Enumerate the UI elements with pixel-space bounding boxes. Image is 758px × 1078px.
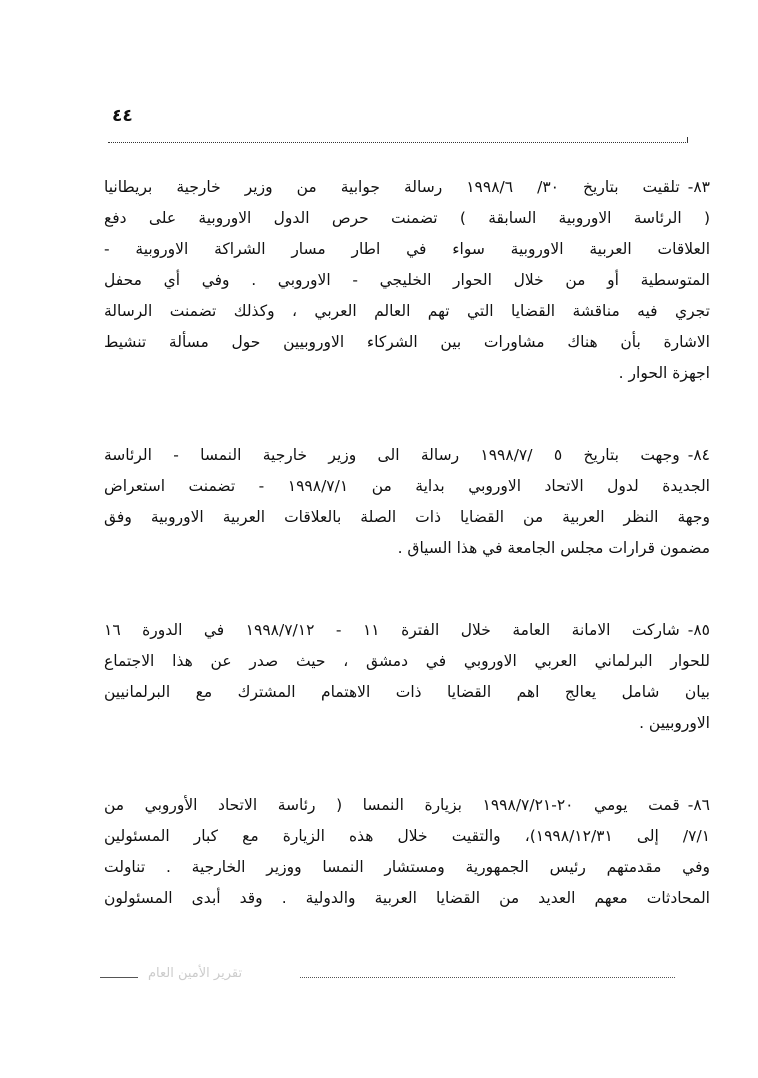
text-line: ( الرئاسة الاوروبية السابقة ) تضمنت حرص الدول الاوروبية على دفع	[104, 209, 710, 227]
text-line: المحادثات معهم العديد من القضايا العربية والدولية . وقد أبدى المسئولون	[104, 889, 710, 907]
text-line: قمت يومي ٢٠-١٩٩٨/٧/٢١ بزيارة النمسا ( رئاسة الاتحاد الأوروبي من	[104, 796, 680, 814]
page-footer	[100, 968, 680, 982]
footer-rule-right	[300, 977, 675, 978]
text-line: وجهت بتاريخ ٥ /١٩٩٨/٧ رسالة الى وزير خارجية النمسا - الرئاسة	[104, 446, 680, 464]
text-line: العلاقات العربية الاوروبية سواء في اطار مسار الشراكة الاوروبية -	[104, 240, 710, 258]
text-line: شاركت الامانة العامة خلال الفترة ١١ - ١٩٩٨/٧/١٢ في الدورة ١٦	[104, 621, 680, 639]
paragraph-84	[104, 440, 710, 564]
text-line: تجري فيه مناقشة القضايا التي تهم العالم العربي ، وكذلك تضمنت الرسالة	[104, 302, 710, 320]
footer-text: تقرير الأمين العام	[148, 966, 243, 981]
footer-rule-left	[100, 977, 138, 978]
paragraph-85	[104, 615, 710, 739]
text-line: الجديدة لدول الاتحاد الاوروبي بداية من ١٩٩٨/٧/١ - تضمنت استعراض	[104, 477, 710, 495]
item-number: ٨٤-	[687, 446, 710, 464]
text-line: تلقيت بتاريخ ٣٠/ ١٩٩٨/٦ رسالة جوابية من وزير خارجية بريطانيا	[104, 178, 680, 196]
item-number: ٨٥-	[687, 621, 710, 639]
text-line: اجهزة الحوار .	[618, 364, 710, 382]
item-number: ٨٦-	[687, 796, 710, 814]
document-body	[104, 172, 710, 965]
paragraph-83	[104, 172, 710, 389]
paragraph-86	[104, 790, 710, 914]
text-line: للحوار البرلماني العربي الاوروبي في دمشق ، حيث صدر عن هذا الاجتماع	[104, 652, 710, 670]
text-line: وجهة النظر العربية من القضايا ذات الصلة بالعلاقات العربية الاوروبية وفق	[104, 508, 710, 526]
text-line: الاشارة بأن هناك مشاورات بين الشركاء الاوروبيين حول مسألة تنشيط	[104, 333, 710, 351]
text-line: مضمون قرارات مجلس الجامعة في هذا السياق .	[397, 539, 710, 557]
page-number: ٤٤	[112, 106, 133, 126]
text-line: بيان شامل يعالج اهم القضايا ذات الاهتمام المشترك مع البرلمانيين	[104, 683, 710, 701]
item-number: ٨٣-	[687, 178, 710, 196]
text-line: الاوروبيين .	[639, 714, 710, 732]
header-rule	[108, 142, 688, 143]
text-line: المتوسطية أو من خلال الحوار الخليجي - الاوروبي . وفي أي محفل	[104, 271, 710, 289]
text-line: ٧/١/ إلى ١٩٩٨/١٢/٣١)، والتقيت خلال هذه الزيارة مع كبار المسئولين	[104, 827, 711, 845]
text-line: وفي مقدمتهم رئيس الجمهورية ومستشار النمسا ووزير الخارجية . تناولت	[104, 858, 710, 876]
